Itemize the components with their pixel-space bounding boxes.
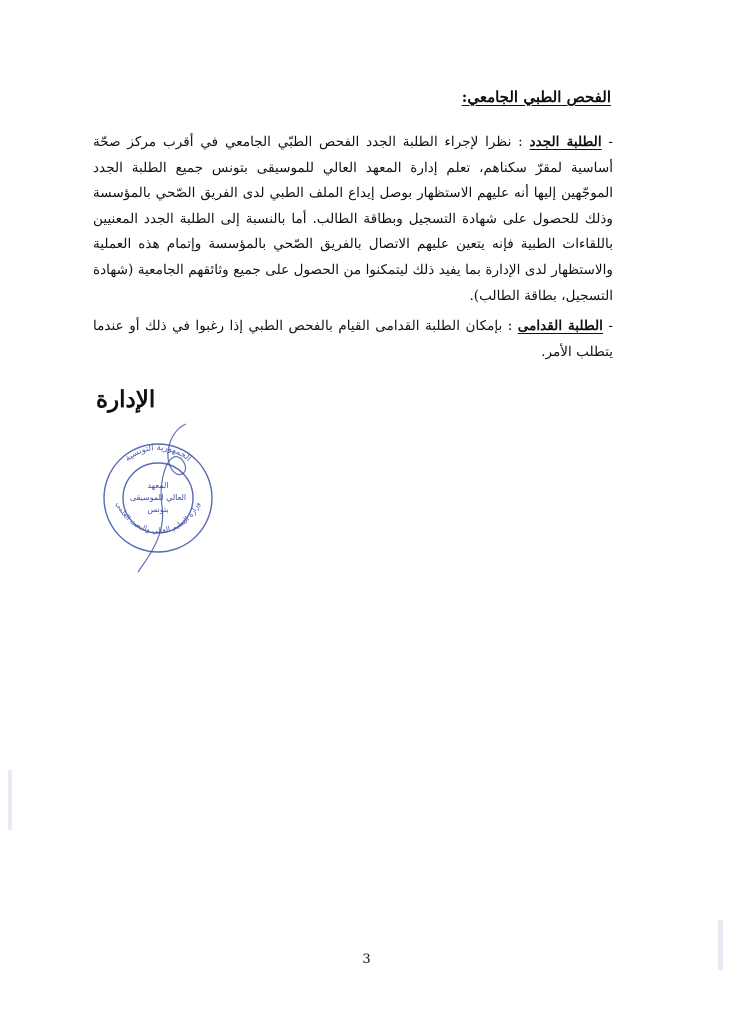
stamp-center-line-3: بتونس [147, 505, 169, 514]
paragraph-bullet: - [601, 134, 614, 150]
stamp-ring-bottom: وزارة التعليم العالي والبحث العلمي [114, 500, 202, 535]
stamp-center-line-2: العالي للموسيقى [129, 493, 187, 502]
paragraph-new-students [93, 130, 613, 309]
signature-label: الإدارة [96, 386, 156, 413]
paragraph-bullet: - [602, 318, 613, 334]
official-stamp [98, 420, 218, 575]
page-number: 3 [362, 952, 371, 967]
paragraph-lead-old-students: الطلبة القدامى [517, 318, 603, 334]
stamp-ring-top: الجمهورية التونسية [123, 442, 193, 464]
paragraph-lead-new-students: الطلبة الجدد [529, 134, 602, 150]
paragraph-body-old-students: : بإمكان الطلبة القدامى القيام بالفحص الطبي إذا رغبوا في ذلك أو عندما يتطلب الأمر. [93, 318, 613, 360]
paragraph-old-students [93, 314, 613, 365]
paragraph-body-new-students: : نظرا لإجراء الطلبة الجدد الفحص الطبّي الجامعي في أقرب مركز صحّة أساسية لمقرّ سكناهم، تعلم إدارة المعهد العالي للموسيقى بتونس جميع الطلبة الجدد الموجّهين إليها أنه عليهم الاستظهار بوصل إيداع الملف الطبي لدى الفريق الصّحي بالمؤسسة وذلك للحصول على شهادة التسجيل وبطاقة الطالب. أما بالنسبة إلى الطلبة الجدد المعنيين باللقاءات الطبية فإنه يتعين عليهم الاتصال بالفريق الصّحي بالمؤسسة وإتمام هذه العملية والاستظهار لدى الإدارة بما يفيد ذلك ليتمكنوا من الحصول على جميع وثائقهم الجامعية (شهادة التسجيل، بطاقة الطالب). [93, 134, 613, 304]
scan-edge-left [8, 770, 12, 830]
section-heading: الفحص الطبي الجامعي: [461, 88, 611, 106]
stamp-center-line-1: المعهد [147, 481, 169, 490]
